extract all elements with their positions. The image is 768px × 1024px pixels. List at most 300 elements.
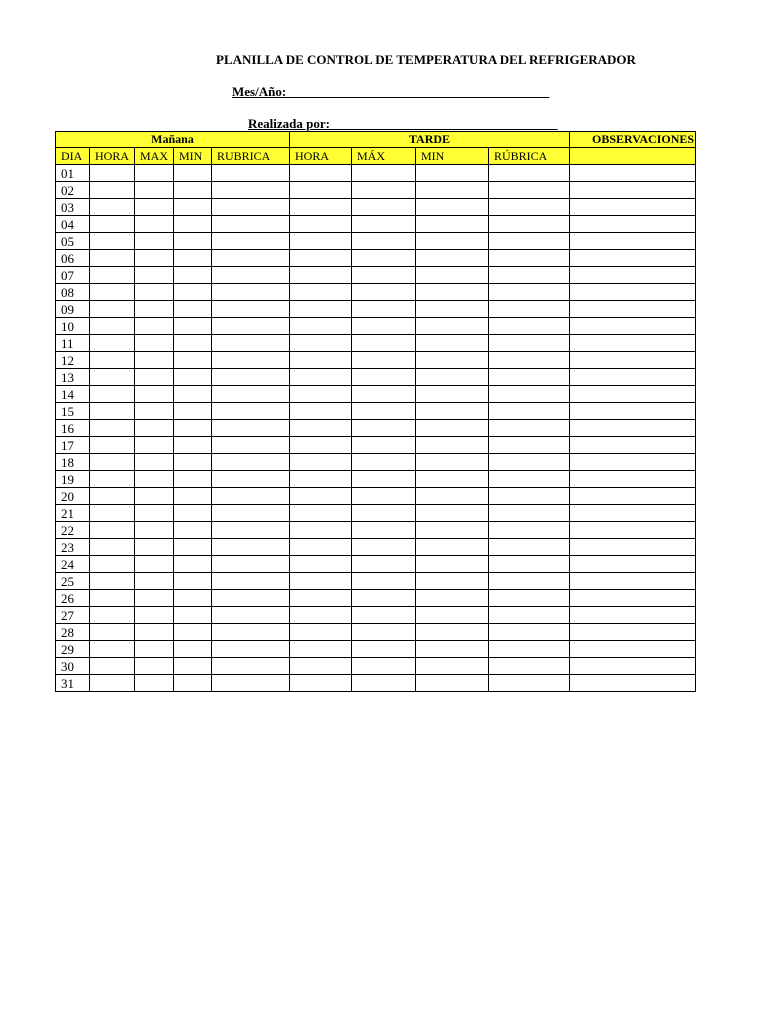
entry-cell[interactable] xyxy=(212,182,290,199)
entry-cell[interactable] xyxy=(174,352,212,369)
entry-cell[interactable] xyxy=(174,437,212,454)
entry-cell[interactable] xyxy=(489,488,570,505)
entry-cell[interactable] xyxy=(90,437,135,454)
entry-cell[interactable] xyxy=(290,301,352,318)
entry-cell[interactable] xyxy=(212,539,290,556)
entry-cell[interactable] xyxy=(416,590,489,607)
entry-cell[interactable] xyxy=(174,522,212,539)
entry-cell[interactable] xyxy=(174,658,212,675)
entry-cell[interactable] xyxy=(90,607,135,624)
entry-cell[interactable] xyxy=(489,505,570,522)
entry-cell[interactable] xyxy=(212,352,290,369)
entry-cell[interactable] xyxy=(174,199,212,216)
entry-cell[interactable] xyxy=(174,675,212,692)
entry-cell[interactable] xyxy=(135,284,174,301)
day-cell: 09 xyxy=(56,301,90,318)
entry-cell[interactable] xyxy=(212,386,290,403)
entry-cell[interactable] xyxy=(570,250,696,267)
entry-cell[interactable] xyxy=(570,301,696,318)
table-row xyxy=(56,233,696,250)
entry-cell[interactable] xyxy=(135,454,174,471)
entry-cell[interactable] xyxy=(416,318,489,335)
entry-cell[interactable] xyxy=(570,403,696,420)
entry-cell[interactable] xyxy=(352,488,416,505)
entry-cell[interactable] xyxy=(135,488,174,505)
entry-cell[interactable] xyxy=(352,607,416,624)
entry-cell[interactable] xyxy=(570,318,696,335)
entry-cell[interactable] xyxy=(290,335,352,352)
entry-cell[interactable] xyxy=(135,437,174,454)
entry-cell[interactable] xyxy=(212,165,290,182)
entry-cell[interactable] xyxy=(290,199,352,216)
entry-cell[interactable] xyxy=(290,182,352,199)
table-row xyxy=(56,522,696,539)
entry-cell[interactable] xyxy=(90,352,135,369)
entry-cell[interactable] xyxy=(570,590,696,607)
entry-cell[interactable] xyxy=(489,301,570,318)
entry-cell[interactable] xyxy=(212,590,290,607)
entry-cell[interactable] xyxy=(489,386,570,403)
entry-cell[interactable] xyxy=(416,403,489,420)
entry-cell[interactable] xyxy=(352,403,416,420)
entry-cell[interactable] xyxy=(174,641,212,658)
entry-cell[interactable] xyxy=(135,403,174,420)
entry-cell[interactable] xyxy=(570,539,696,556)
entry-cell[interactable] xyxy=(489,675,570,692)
entry-cell[interactable] xyxy=(489,233,570,250)
entry-cell[interactable] xyxy=(352,318,416,335)
entry-cell[interactable] xyxy=(352,658,416,675)
entry-cell[interactable] xyxy=(489,607,570,624)
entry-cell[interactable] xyxy=(174,216,212,233)
entry-cell[interactable] xyxy=(489,624,570,641)
entry-cell[interactable] xyxy=(90,369,135,386)
entry-cell[interactable] xyxy=(135,556,174,573)
entry-cell[interactable] xyxy=(489,352,570,369)
entry-cell[interactable] xyxy=(290,488,352,505)
entry-cell[interactable] xyxy=(135,250,174,267)
entry-cell[interactable] xyxy=(174,590,212,607)
entry-cell[interactable] xyxy=(489,250,570,267)
entry-cell[interactable] xyxy=(212,403,290,420)
entry-cell[interactable] xyxy=(135,267,174,284)
entry-cell[interactable] xyxy=(90,454,135,471)
entry-cell[interactable] xyxy=(416,335,489,352)
entry-cell[interactable] xyxy=(489,369,570,386)
entry-cell[interactable] xyxy=(489,267,570,284)
entry-cell[interactable] xyxy=(489,318,570,335)
entry-cell[interactable] xyxy=(352,505,416,522)
entry-cell[interactable] xyxy=(352,199,416,216)
entry-cell[interactable] xyxy=(489,471,570,488)
entry-cell[interactable] xyxy=(90,165,135,182)
entry-cell[interactable] xyxy=(416,539,489,556)
entry-cell[interactable] xyxy=(570,386,696,403)
entry-cell[interactable] xyxy=(135,233,174,250)
entry-cell[interactable] xyxy=(352,641,416,658)
entry-cell[interactable] xyxy=(174,420,212,437)
entry-cell[interactable] xyxy=(90,233,135,250)
entry-cell[interactable] xyxy=(212,199,290,216)
entry-cell[interactable] xyxy=(174,335,212,352)
entry-cell[interactable] xyxy=(290,250,352,267)
entry-cell[interactable] xyxy=(174,454,212,471)
entry-cell[interactable] xyxy=(135,352,174,369)
entry-cell[interactable] xyxy=(290,267,352,284)
entry-cell[interactable] xyxy=(212,233,290,250)
performed-by-field: Realizada por:___________________________________ xyxy=(248,116,558,131)
entry-cell[interactable] xyxy=(416,301,489,318)
entry-cell[interactable] xyxy=(570,624,696,641)
entry-cell[interactable] xyxy=(174,624,212,641)
entry-cell[interactable] xyxy=(290,556,352,573)
entry-cell[interactable] xyxy=(352,267,416,284)
entry-cell[interactable] xyxy=(135,539,174,556)
entry-cell[interactable] xyxy=(174,403,212,420)
entry-cell[interactable] xyxy=(135,199,174,216)
entry-cell[interactable] xyxy=(212,267,290,284)
col-header-afternoon-min: MIN xyxy=(416,148,489,165)
entry-cell[interactable] xyxy=(489,658,570,675)
entry-cell[interactable] xyxy=(290,420,352,437)
entry-cell[interactable] xyxy=(212,505,290,522)
entry-cell[interactable] xyxy=(570,233,696,250)
entry-cell[interactable] xyxy=(212,318,290,335)
col-header-morning-max: MAX xyxy=(135,148,174,165)
entry-cell[interactable] xyxy=(212,675,290,692)
entry-cell[interactable] xyxy=(90,505,135,522)
entry-cell[interactable] xyxy=(352,233,416,250)
entry-cell[interactable] xyxy=(90,488,135,505)
entry-cell[interactable] xyxy=(489,454,570,471)
entry-cell[interactable] xyxy=(135,369,174,386)
entry-cell[interactable] xyxy=(135,182,174,199)
entry-cell[interactable] xyxy=(212,420,290,437)
entry-cell[interactable] xyxy=(416,182,489,199)
entry-cell[interactable] xyxy=(290,607,352,624)
entry-cell[interactable] xyxy=(290,437,352,454)
entry-cell[interactable] xyxy=(570,556,696,573)
entry-cell[interactable] xyxy=(416,454,489,471)
entry-cell[interactable] xyxy=(212,471,290,488)
entry-cell[interactable] xyxy=(290,522,352,539)
entry-cell[interactable] xyxy=(174,182,212,199)
entry-cell[interactable] xyxy=(212,607,290,624)
day-cell: 18 xyxy=(56,454,90,471)
entry-cell[interactable] xyxy=(90,267,135,284)
entry-cell[interactable] xyxy=(489,335,570,352)
entry-cell[interactable] xyxy=(212,522,290,539)
entry-cell[interactable] xyxy=(489,420,570,437)
entry-cell[interactable] xyxy=(212,284,290,301)
entry-cell[interactable] xyxy=(135,522,174,539)
entry-cell[interactable] xyxy=(352,539,416,556)
entry-cell[interactable] xyxy=(416,369,489,386)
entry-cell[interactable] xyxy=(90,301,135,318)
entry-cell[interactable] xyxy=(352,284,416,301)
entry-cell[interactable] xyxy=(416,420,489,437)
entry-cell[interactable] xyxy=(570,522,696,539)
entry-cell[interactable] xyxy=(174,165,212,182)
entry-cell[interactable] xyxy=(135,318,174,335)
entry-cell[interactable] xyxy=(135,335,174,352)
entry-cell[interactable] xyxy=(174,233,212,250)
entry-cell[interactable] xyxy=(90,556,135,573)
entry-cell[interactable] xyxy=(212,301,290,318)
entry-cell[interactable] xyxy=(290,284,352,301)
entry-cell[interactable] xyxy=(90,641,135,658)
entry-cell[interactable] xyxy=(489,182,570,199)
entry-cell[interactable] xyxy=(90,624,135,641)
day-cell: 28 xyxy=(56,624,90,641)
entry-cell[interactable] xyxy=(135,607,174,624)
entry-cell[interactable] xyxy=(174,301,212,318)
entry-cell[interactable] xyxy=(352,437,416,454)
entry-cell[interactable] xyxy=(416,233,489,250)
entry-cell[interactable] xyxy=(352,522,416,539)
entry-cell[interactable] xyxy=(90,386,135,403)
entry-cell[interactable] xyxy=(290,165,352,182)
entry-cell[interactable] xyxy=(352,471,416,488)
entry-cell[interactable] xyxy=(352,216,416,233)
entry-cell[interactable] xyxy=(352,250,416,267)
entry-cell[interactable] xyxy=(489,216,570,233)
entry-cell[interactable] xyxy=(570,369,696,386)
entry-cell[interactable] xyxy=(174,607,212,624)
entry-cell[interactable] xyxy=(290,539,352,556)
entry-cell[interactable] xyxy=(90,318,135,335)
entry-cell[interactable] xyxy=(570,641,696,658)
entry-cell[interactable] xyxy=(212,556,290,573)
entry-cell[interactable] xyxy=(212,573,290,590)
entry-cell[interactable] xyxy=(90,335,135,352)
entry-cell[interactable] xyxy=(416,607,489,624)
entry-cell[interactable] xyxy=(135,165,174,182)
day-cell: 08 xyxy=(56,284,90,301)
entry-cell[interactable] xyxy=(90,284,135,301)
entry-cell[interactable] xyxy=(352,369,416,386)
entry-cell[interactable] xyxy=(489,199,570,216)
entry-cell[interactable] xyxy=(212,624,290,641)
entry-cell[interactable] xyxy=(416,556,489,573)
day-cell: 31 xyxy=(56,675,90,692)
entry-cell[interactable] xyxy=(352,420,416,437)
entry-cell[interactable] xyxy=(135,590,174,607)
entry-cell[interactable] xyxy=(489,522,570,539)
entry-cell[interactable] xyxy=(90,199,135,216)
entry-cell[interactable] xyxy=(416,386,489,403)
table-row xyxy=(56,301,696,318)
entry-cell[interactable] xyxy=(570,216,696,233)
entry-cell[interactable] xyxy=(212,250,290,267)
entry-cell[interactable] xyxy=(570,199,696,216)
entry-cell[interactable] xyxy=(570,335,696,352)
entry-cell[interactable] xyxy=(290,471,352,488)
entry-cell[interactable] xyxy=(416,199,489,216)
entry-cell[interactable] xyxy=(352,301,416,318)
entry-cell[interactable] xyxy=(135,658,174,675)
entry-cell[interactable] xyxy=(570,505,696,522)
col-header-afternoon-max: MÁX xyxy=(352,148,416,165)
entry-cell[interactable] xyxy=(290,590,352,607)
entry-cell[interactable] xyxy=(416,352,489,369)
entry-cell[interactable] xyxy=(352,556,416,573)
entry-cell[interactable] xyxy=(135,216,174,233)
entry-cell[interactable] xyxy=(174,471,212,488)
morning-group-header: Mañana xyxy=(56,132,290,148)
entry-cell[interactable] xyxy=(570,352,696,369)
day-cell: 12 xyxy=(56,352,90,369)
col-header-afternoon-hora: HORA xyxy=(290,148,352,165)
entry-cell[interactable] xyxy=(416,165,489,182)
entry-cell[interactable] xyxy=(290,216,352,233)
entry-cell[interactable] xyxy=(352,590,416,607)
entry-cell[interactable] xyxy=(90,675,135,692)
entry-cell[interactable] xyxy=(174,284,212,301)
entry-cell[interactable] xyxy=(212,454,290,471)
entry-cell[interactable] xyxy=(212,641,290,658)
entry-cell[interactable] xyxy=(174,573,212,590)
entry-cell[interactable] xyxy=(290,318,352,335)
entry-cell[interactable] xyxy=(489,573,570,590)
entry-cell[interactable] xyxy=(489,437,570,454)
entry-cell[interactable] xyxy=(174,318,212,335)
entry-cell[interactable] xyxy=(416,437,489,454)
entry-cell[interactable] xyxy=(570,488,696,505)
entry-cell[interactable] xyxy=(570,471,696,488)
entry-cell[interactable] xyxy=(135,675,174,692)
entry-cell[interactable] xyxy=(90,182,135,199)
entry-cell[interactable] xyxy=(290,386,352,403)
entry-cell[interactable] xyxy=(290,641,352,658)
entry-cell[interactable] xyxy=(416,505,489,522)
day-cell: 11 xyxy=(56,335,90,352)
entry-cell[interactable] xyxy=(290,454,352,471)
entry-cell[interactable] xyxy=(570,182,696,199)
entry-cell[interactable] xyxy=(570,165,696,182)
entry-cell[interactable] xyxy=(90,471,135,488)
day-cell: 13 xyxy=(56,369,90,386)
entry-cell[interactable] xyxy=(489,641,570,658)
entry-cell[interactable] xyxy=(90,573,135,590)
entry-cell[interactable] xyxy=(174,488,212,505)
entry-cell[interactable] xyxy=(489,165,570,182)
entry-cell[interactable] xyxy=(416,471,489,488)
col-header-afternoon-rubrica: RÚBRICA xyxy=(489,148,570,165)
entry-cell[interactable] xyxy=(570,284,696,301)
entry-cell[interactable] xyxy=(570,437,696,454)
entry-cell[interactable] xyxy=(174,267,212,284)
entry-cell[interactable] xyxy=(352,165,416,182)
entry-cell[interactable] xyxy=(290,675,352,692)
day-cell: 30 xyxy=(56,658,90,675)
entry-cell[interactable] xyxy=(352,454,416,471)
entry-cell[interactable] xyxy=(570,267,696,284)
entry-cell[interactable] xyxy=(570,675,696,692)
entry-cell[interactable] xyxy=(90,403,135,420)
entry-cell[interactable] xyxy=(352,352,416,369)
entry-cell[interactable] xyxy=(135,573,174,590)
entry-cell[interactable] xyxy=(570,420,696,437)
entry-cell[interactable] xyxy=(570,573,696,590)
entry-cell[interactable] xyxy=(90,216,135,233)
entry-cell[interactable] xyxy=(90,590,135,607)
entry-cell[interactable] xyxy=(416,284,489,301)
entry-cell[interactable] xyxy=(90,420,135,437)
entry-cell[interactable] xyxy=(489,284,570,301)
entry-cell[interactable] xyxy=(416,216,489,233)
entry-cell[interactable] xyxy=(135,641,174,658)
entry-cell[interactable] xyxy=(174,505,212,522)
entry-cell[interactable] xyxy=(489,590,570,607)
entry-cell[interactable] xyxy=(570,607,696,624)
entry-cell[interactable] xyxy=(352,335,416,352)
entry-cell[interactable] xyxy=(416,267,489,284)
entry-cell[interactable] xyxy=(135,420,174,437)
entry-cell[interactable] xyxy=(290,369,352,386)
entry-cell[interactable] xyxy=(174,556,212,573)
entry-cell[interactable] xyxy=(212,658,290,675)
entry-cell[interactable] xyxy=(489,556,570,573)
entry-cell[interactable] xyxy=(90,539,135,556)
entry-cell[interactable] xyxy=(416,658,489,675)
table-row xyxy=(56,607,696,624)
entry-cell[interactable] xyxy=(352,386,416,403)
entry-cell[interactable] xyxy=(570,658,696,675)
entry-cell[interactable] xyxy=(174,369,212,386)
entry-cell[interactable] xyxy=(352,573,416,590)
entry-cell[interactable] xyxy=(416,250,489,267)
entry-cell[interactable] xyxy=(174,539,212,556)
entry-cell[interactable] xyxy=(212,437,290,454)
entry-cell[interactable] xyxy=(212,216,290,233)
entry-cell[interactable] xyxy=(135,471,174,488)
entry-cell[interactable] xyxy=(352,675,416,692)
entry-cell[interactable] xyxy=(290,352,352,369)
entry-cell[interactable] xyxy=(90,250,135,267)
entry-cell[interactable] xyxy=(135,301,174,318)
entry-cell[interactable] xyxy=(416,624,489,641)
entry-cell[interactable] xyxy=(352,624,416,641)
entry-cell[interactable] xyxy=(489,539,570,556)
entry-cell[interactable] xyxy=(290,573,352,590)
entry-cell[interactable] xyxy=(290,658,352,675)
entry-cell[interactable] xyxy=(416,573,489,590)
entry-cell[interactable] xyxy=(212,488,290,505)
entry-cell[interactable] xyxy=(570,454,696,471)
entry-cell[interactable] xyxy=(352,182,416,199)
entry-cell[interactable] xyxy=(174,250,212,267)
entry-cell[interactable] xyxy=(212,335,290,352)
entry-cell[interactable] xyxy=(90,658,135,675)
entry-cell[interactable] xyxy=(489,403,570,420)
col-header-morning-min: MIN xyxy=(174,148,212,165)
entry-cell[interactable] xyxy=(290,233,352,250)
entry-cell[interactable] xyxy=(174,386,212,403)
entry-cell[interactable] xyxy=(135,386,174,403)
entry-cell[interactable] xyxy=(135,505,174,522)
entry-cell[interactable] xyxy=(135,624,174,641)
entry-cell[interactable] xyxy=(416,675,489,692)
entry-cell[interactable] xyxy=(90,522,135,539)
entry-cell[interactable] xyxy=(212,369,290,386)
entry-cell[interactable] xyxy=(290,505,352,522)
entry-cell[interactable] xyxy=(416,488,489,505)
entry-cell[interactable] xyxy=(290,624,352,641)
entry-cell[interactable] xyxy=(416,522,489,539)
entry-cell[interactable] xyxy=(416,641,489,658)
entry-cell[interactable] xyxy=(290,403,352,420)
